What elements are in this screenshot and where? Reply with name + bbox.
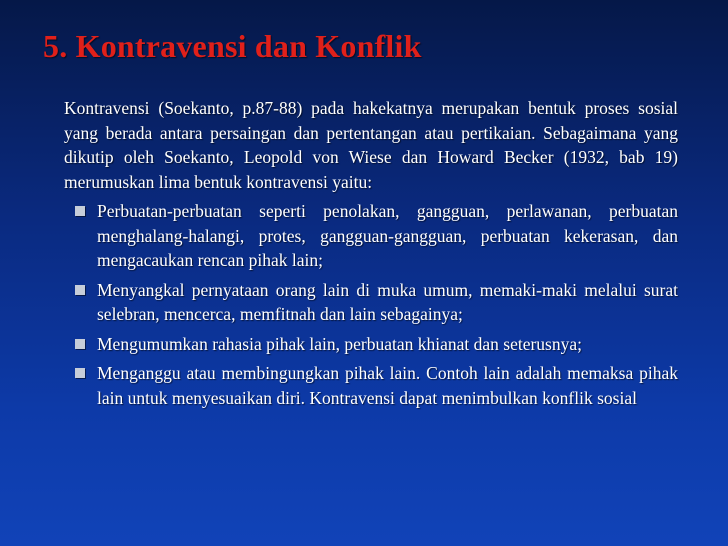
bullet-text: Menganggu atau membingungkan pihak lain. Contoh lain adalah memaksa pihak lain untuk menyesuaikan diri. Kontravensi dapat menimbulkan konflik sosial [97,363,678,408]
square-bullet-icon [75,368,85,378]
bullet-list [64,199,678,410]
bullet-text: Mengumumkan rahasia pihak lain, perbuatan khianat dan seterusnya; [97,333,582,354]
intro-paragraph: Kontravensi (Soekanto, p.87-88) pada hakekatnya merupakan bentuk proses sosial yang berada antara persaingan dan pertentangan atau pertikaian. Sebagaimana yang dikutip oleh Soekanto, Leopold von Wiese dan Howard Becker (1932, bab 19) merumuskan lima bentuk kontravensi yaitu: [64,98,678,192]
bullet-item [64,199,678,273]
square-bullet-icon [75,285,85,295]
bullet-text: Perbuatan-perbuatan seperti penolakan, gangguan, perlawanan, perbuatan menghalang-halangi, protes, gangguan-gangguan, perbuatan kekerasan, dan mengacaukan rencan pihak lain; [97,201,678,270]
slide-content [64,96,678,410]
square-bullet-icon [75,339,85,349]
square-bullet-icon [75,206,85,216]
bullet-text: Menyangkal pernyataan orang lain di muka umum, memaki-maki melalui surat selebran, mencerca, memfitnah dan lain sebagainya; [97,279,678,324]
bullet-item [64,361,678,410]
slide-title: 5. Kontravensi dan Konflik [43,28,422,64]
bullet-item [64,278,678,327]
bullet-item [64,332,678,357]
